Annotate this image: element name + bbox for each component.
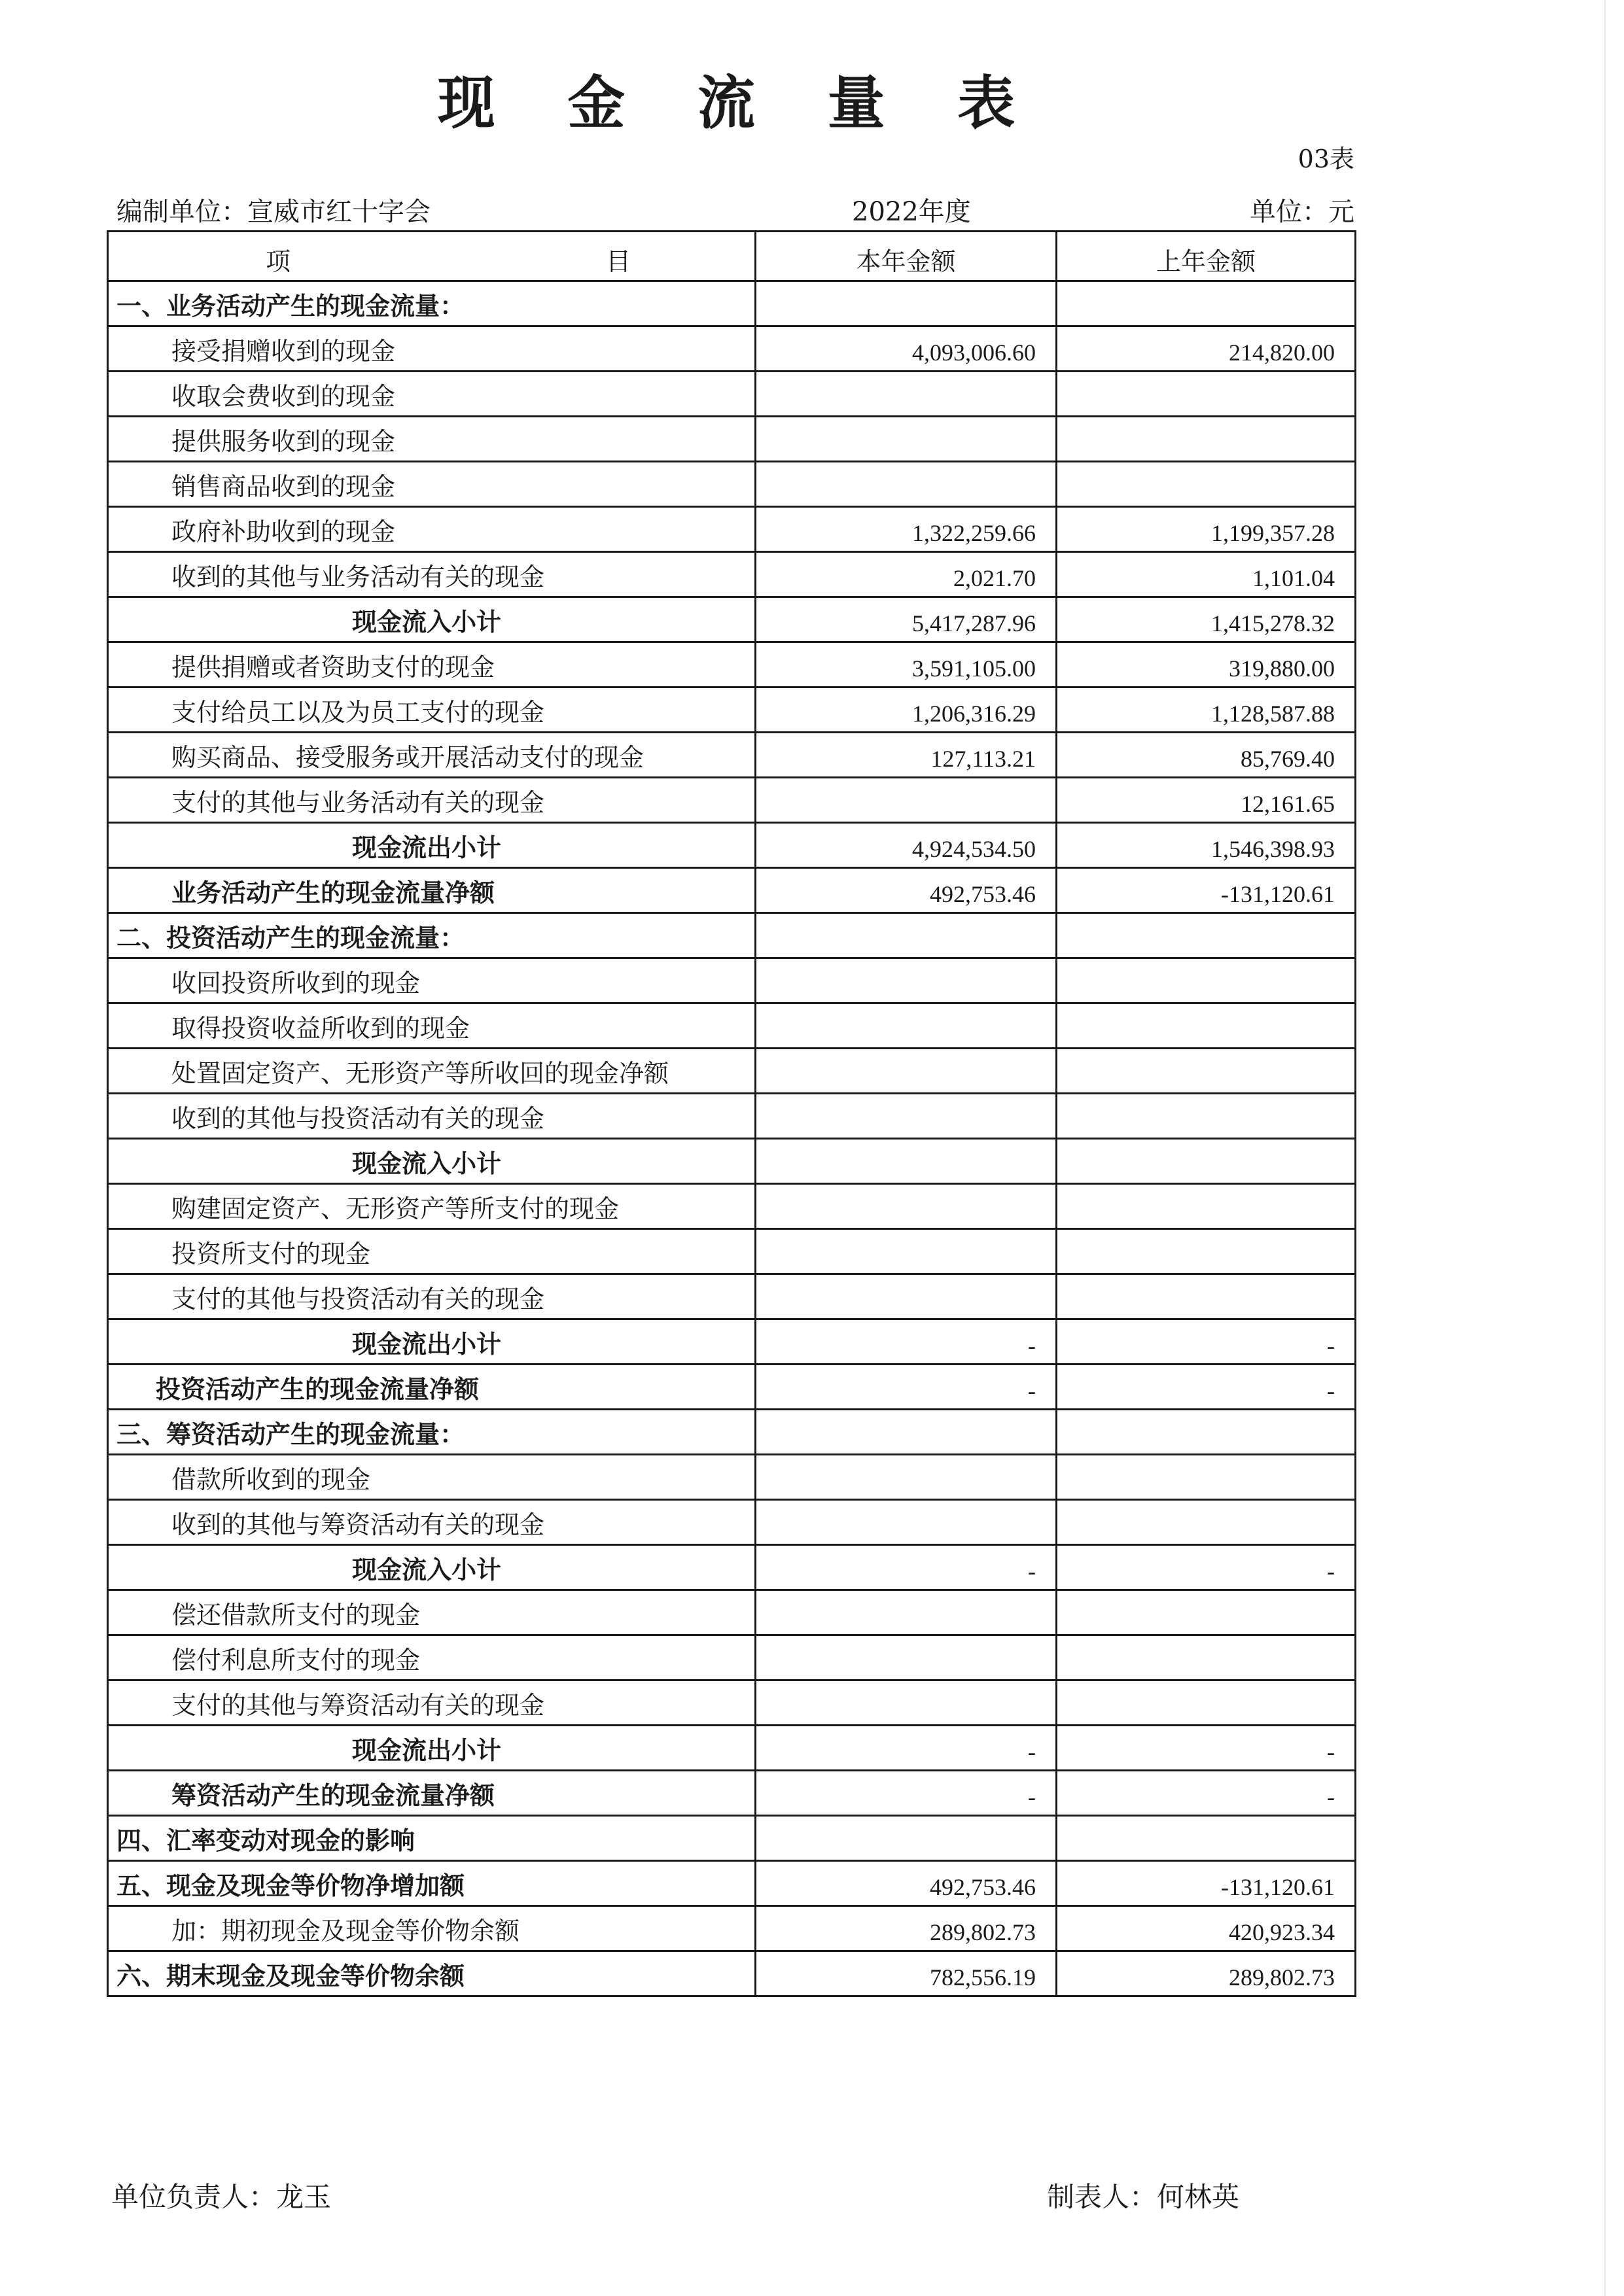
table-row (108, 417, 1356, 462)
previous-year-amount (1057, 1094, 1356, 1139)
current-year-amount: 492,753.46 (756, 1861, 1057, 1906)
previous-year-amount (1057, 1229, 1356, 1274)
previous-year-amount: 214,820.00 (1057, 326, 1356, 372)
table-row (108, 868, 1356, 913)
previous-year-amount (1057, 1635, 1356, 1680)
row-label: 六、期末现金及现金等价物余额 (108, 1951, 756, 1996)
row-label: 购买商品、接受服务或开展活动支付的现金 (108, 733, 756, 778)
current-year-amount: - (756, 1771, 1057, 1816)
current-year-amount (756, 1049, 1057, 1094)
previous-year-amount: 1,546,398.93 (1057, 823, 1356, 868)
previous-year-amount (1057, 1816, 1356, 1861)
current-year-amount: 5,417,287.96 (756, 597, 1057, 642)
table-row (108, 1184, 1356, 1229)
table-header-row (108, 232, 1356, 281)
previous-year-amount: 1,128,587.88 (1057, 687, 1356, 733)
row-label: 现金流入小计 (108, 1545, 756, 1590)
previous-year-amount: 12,161.65 (1057, 778, 1356, 823)
row-label: 四、汇率变动对现金的影响 (108, 1816, 756, 1861)
current-year-amount: 492,753.46 (756, 868, 1057, 913)
table-row (108, 1951, 1356, 1996)
table-row (108, 1680, 1356, 1726)
previous-year-amount (1057, 1455, 1356, 1500)
previous-year-amount (1057, 462, 1356, 507)
row-label: 现金流入小计 (108, 597, 756, 642)
table-row (108, 1635, 1356, 1680)
table-row (108, 1816, 1356, 1861)
current-year-amount (756, 417, 1057, 462)
row-label: 加：期初现金及现金等价物余额 (108, 1906, 756, 1951)
preparer: 制表人：何林英 (1047, 2181, 1240, 2213)
row-label: 销售商品收到的现金 (108, 462, 756, 507)
current-year-amount (756, 1094, 1057, 1139)
table-row (108, 1049, 1356, 1094)
table-row (108, 1094, 1356, 1139)
row-label: 五、现金及现金等价物净增加额 (108, 1861, 756, 1906)
table-row (108, 733, 1356, 778)
table-row (108, 326, 1356, 372)
previous-year-amount: -131,120.61 (1057, 1861, 1356, 1906)
table-row (108, 1319, 1356, 1365)
previous-year-amount: 85,769.40 (1057, 733, 1356, 778)
current-year-amount (756, 462, 1057, 507)
previous-year-amount: - (1057, 1365, 1356, 1410)
previous-year-amount (1057, 1680, 1356, 1726)
current-year-amount: - (756, 1726, 1057, 1771)
table-row (108, 823, 1356, 868)
current-year-amount (756, 1003, 1057, 1049)
scan-edge-line (1604, 0, 1606, 2296)
current-year-amount (756, 1274, 1057, 1319)
currency-unit: 单位：元 (1250, 197, 1354, 227)
current-year-amount (756, 1229, 1057, 1274)
previous-year-amount (1057, 913, 1356, 958)
table-body (108, 281, 1356, 1996)
table-row (108, 1906, 1356, 1951)
row-label: 收到的其他与业务活动有关的现金 (108, 552, 756, 597)
table-row (108, 1771, 1356, 1816)
row-label: 投资活动产生的现金流量净额 (108, 1365, 756, 1410)
row-label: 现金流出小计 (108, 823, 756, 868)
table-row (108, 1500, 1356, 1545)
table-row (108, 507, 1356, 552)
row-label: 支付的其他与业务活动有关的现金 (108, 778, 756, 823)
table-row (108, 462, 1356, 507)
previous-year-amount (1057, 372, 1356, 417)
row-label: 提供捐赠或者资助支付的现金 (108, 642, 756, 687)
row-label: 收到的其他与筹资活动有关的现金 (108, 1500, 756, 1545)
row-label: 筹资活动产生的现金流量净额 (108, 1771, 756, 1816)
previous-year-amount: 420,923.34 (1057, 1906, 1356, 1951)
row-label: 现金流出小计 (108, 1726, 756, 1771)
row-label: 三、筹资活动产生的现金流量： (108, 1410, 756, 1455)
previous-year-amount (1057, 958, 1356, 1003)
table-row (108, 958, 1356, 1003)
current-year-amount (756, 958, 1057, 1003)
previous-year-amount: 1,101.04 (1057, 552, 1356, 597)
previous-year-amount: - (1057, 1545, 1356, 1590)
previous-year-amount: - (1057, 1771, 1356, 1816)
column-header-item (108, 232, 756, 281)
previous-year-amount: 1,415,278.32 (1057, 597, 1356, 642)
column-header-current-year: 本年金额 (756, 232, 1057, 281)
previous-year-amount: 1,199,357.28 (1057, 507, 1356, 552)
row-label: 收取会费收到的现金 (108, 372, 756, 417)
table-row (108, 687, 1356, 733)
table-row (108, 372, 1356, 417)
row-label: 提供服务收到的现金 (108, 417, 756, 462)
fiscal-year: 2022年度 (852, 197, 971, 227)
row-label: 取得投资收益所收到的现金 (108, 1003, 756, 1049)
reporting-unit: 编制单位：宣威市红十字会 (116, 197, 431, 227)
row-label: 偿付利息所支付的现金 (108, 1635, 756, 1680)
table-row (108, 1274, 1356, 1319)
current-year-amount (756, 372, 1057, 417)
current-year-amount (756, 778, 1057, 823)
table-row (108, 1455, 1356, 1500)
row-label: 业务活动产生的现金流量净额 (108, 868, 756, 913)
table-row (108, 1365, 1356, 1410)
current-year-amount: - (756, 1319, 1057, 1365)
table-row (108, 1410, 1356, 1455)
previous-year-amount (1057, 1003, 1356, 1049)
previous-year-amount (1057, 281, 1356, 326)
previous-year-amount: -131,120.61 (1057, 868, 1356, 913)
row-label: 支付的其他与筹资活动有关的现金 (108, 1680, 756, 1726)
row-label: 接受捐赠收到的现金 (108, 326, 756, 372)
previous-year-amount (1057, 1500, 1356, 1545)
previous-year-amount: - (1057, 1319, 1356, 1365)
unit-responsible-person: 单位负责人：龙玉 (111, 2181, 332, 2213)
table-row (108, 1861, 1356, 1906)
row-label: 一、业务活动产生的现金流量： (108, 281, 756, 326)
row-label: 政府补助收到的现金 (108, 507, 756, 552)
current-year-amount (756, 1590, 1057, 1635)
previous-year-amount (1057, 1184, 1356, 1229)
row-label: 支付的其他与投资活动有关的现金 (108, 1274, 756, 1319)
row-label: 收回投资所收到的现金 (108, 958, 756, 1003)
current-year-amount: 4,924,534.50 (756, 823, 1057, 868)
column-header-item-b: 目 (606, 247, 631, 276)
current-year-amount (756, 1680, 1057, 1726)
previous-year-amount: 289,802.73 (1057, 1951, 1356, 1996)
previous-year-amount (1057, 1049, 1356, 1094)
table-row (108, 281, 1356, 326)
table-row (108, 597, 1356, 642)
form-number: 03表 (1297, 145, 1354, 173)
current-year-amount (756, 913, 1057, 958)
row-label: 现金流出小计 (108, 1319, 756, 1365)
table-row (108, 1139, 1356, 1184)
cash-flow-table (107, 230, 1356, 1997)
row-label: 处置固定资产、无形资产等所收回的现金净额 (108, 1049, 756, 1094)
column-header-item-a: 项 (266, 247, 291, 276)
current-year-amount: 782,556.19 (756, 1951, 1057, 1996)
row-label: 收到的其他与投资活动有关的现金 (108, 1094, 756, 1139)
row-label: 购建固定资产、无形资产等所支付的现金 (108, 1184, 756, 1229)
row-label: 投资所支付的现金 (108, 1229, 756, 1274)
previous-year-amount (1057, 1139, 1356, 1184)
table-row (108, 1726, 1356, 1771)
current-year-amount (756, 1816, 1057, 1861)
previous-year-amount (1057, 1274, 1356, 1319)
current-year-amount: 3,591,105.00 (756, 642, 1057, 687)
table-row (108, 1229, 1356, 1274)
current-year-amount (756, 1184, 1057, 1229)
current-year-amount: - (756, 1365, 1057, 1410)
column-header-previous-year: 上年金额 (1057, 232, 1356, 281)
previous-year-amount (1057, 417, 1356, 462)
table-row (108, 1545, 1356, 1590)
previous-year-amount (1057, 1590, 1356, 1635)
current-year-amount (756, 1635, 1057, 1680)
table-row (108, 552, 1356, 597)
row-label: 二、投资活动产生的现金流量： (108, 913, 756, 958)
table-row (108, 778, 1356, 823)
row-label: 借款所收到的现金 (108, 1455, 756, 1500)
table-row (108, 642, 1356, 687)
current-year-amount: 1,322,259.66 (756, 507, 1057, 552)
current-year-amount (756, 1139, 1057, 1184)
current-year-amount (756, 1500, 1057, 1545)
row-label: 支付给员工以及为员工支付的现金 (108, 687, 756, 733)
row-label: 现金流入小计 (108, 1139, 756, 1184)
current-year-amount: 289,802.73 (756, 1906, 1057, 1951)
table-row (108, 913, 1356, 958)
table-row (108, 1003, 1356, 1049)
page-title: 现 金 流 量 表 (437, 69, 1042, 137)
previous-year-amount: - (1057, 1726, 1356, 1771)
previous-year-amount (1057, 1410, 1356, 1455)
current-year-amount: 4,093,006.60 (756, 326, 1057, 372)
current-year-amount (756, 281, 1057, 326)
current-year-amount: 127,113.21 (756, 733, 1057, 778)
current-year-amount: - (756, 1545, 1057, 1590)
current-year-amount: 1,206,316.29 (756, 687, 1057, 733)
current-year-amount: 2,021.70 (756, 552, 1057, 597)
current-year-amount (756, 1455, 1057, 1500)
current-year-amount (756, 1410, 1057, 1455)
row-label: 偿还借款所支付的现金 (108, 1590, 756, 1635)
previous-year-amount: 319,880.00 (1057, 642, 1356, 687)
table-row (108, 1590, 1356, 1635)
